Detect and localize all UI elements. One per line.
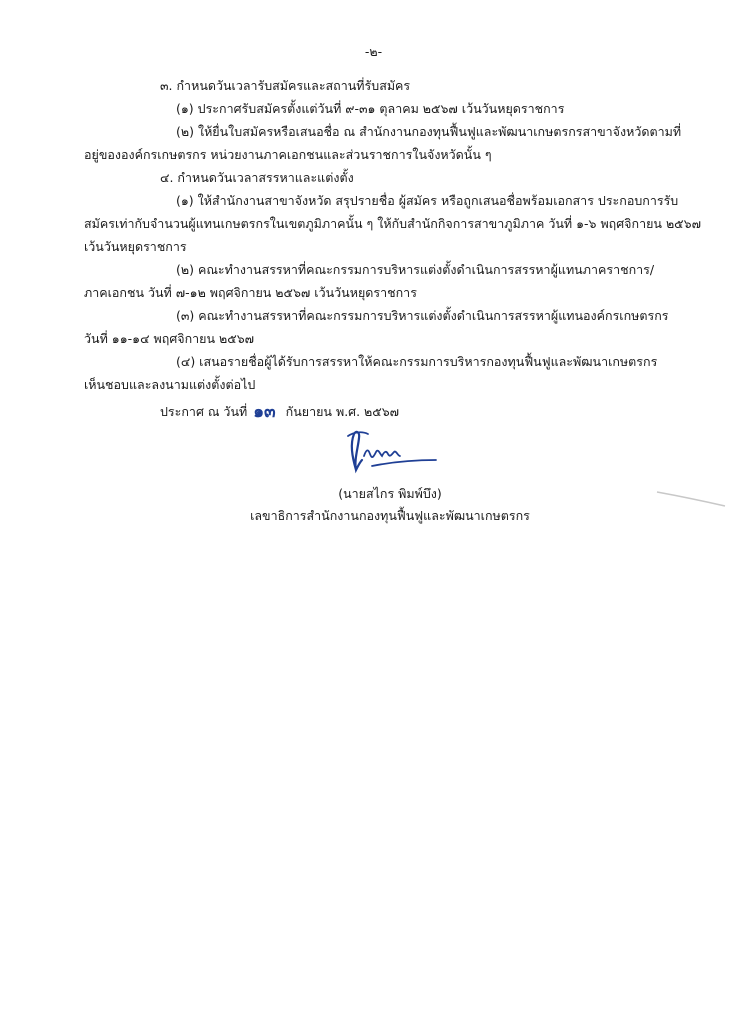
signatory-name: (นายสไกร พิมพ์บึง)	[338, 486, 442, 501]
section-4-item-4-cont: เห็นชอบและลงนามแต่งตั้งต่อไป	[84, 377, 256, 392]
section-3-heading: ๓. กำหนดวันเวลารับสมัครและสถานที่รับสมัคร	[160, 78, 411, 93]
section-4-heading: ๔. กำหนดวันเวลาสรรหาและแต่งตั้ง	[160, 170, 354, 185]
scan-mark	[655, 488, 727, 508]
section-4-item-1-cont2: เว้นวันหยุดราชการ	[84, 239, 187, 254]
signatory-position: เลขาธิการสำนักงานกองทุนฟื้นฟูและพัฒนาเกษตรกร	[250, 508, 530, 523]
section-4-item-3: (๓) คณะทำงานสรรหาที่คณะกรรมการบริหารแต่งตั้งดำเนินการสรรหาผู้แทนองค์กรเกษตรกร	[176, 308, 669, 323]
section-3-item-2-cont: อยู่ขององค์กรเกษตรกร หน่วยงานภาคเอกชนและส่วนราชการในจังหวัดนั้น ๆ	[84, 147, 492, 162]
section-4-item-1: (๑) ให้สำนักงานสาขาจังหวัด สรุปรายชื่อ ผู้สมัคร หรือถูกเสนอชื่อพร้อมเอกสาร ประกอบการรับ	[176, 193, 679, 208]
announce-date-line	[160, 404, 399, 420]
section-3-item-1: (๑) ประกาศรับสมัครตั้งแต่วันที่ ๙-๓๑ ตุลาคม ๒๕๖๗ เว้นวันหยุดราชการ	[176, 101, 565, 116]
section-4-item-3-cont: วันที่ ๑๑-๑๔ พฤศจิกายน ๒๕๖๗	[84, 331, 255, 346]
section-3-item-2: (๒) ให้ยื่นใบสมัครหรือเสนอชื่อ ณ สำนักงานกองทุนฟื้นฟูและพัฒนาเกษตรกรสาขาจังหวัดตามที่	[176, 124, 682, 139]
announce-month-year: กันยายน พ.ศ. ๒๕๖๗	[285, 404, 400, 419]
announce-day: ๑๓	[253, 402, 276, 422]
section-4-item-2-cont: ภาคเอกชน วันที่ ๗-๑๒ พฤศจิกายน ๒๕๖๗ เว้นวันหยุดราชการ	[84, 285, 417, 300]
page-number: -๒-	[364, 44, 383, 59]
section-4-item-1-cont: สมัครเท่ากับจำนวนผู้แทนเกษตรกรในเขตภูมิภาคนั้น ๆ ให้กับสำนักกิจการสาขาภูมิภาค วันที่ ๑-๖ พฤศจิกายน ๒๕๖๗	[84, 216, 701, 231]
signature-image	[334, 426, 444, 476]
section-4-item-2: (๒) คณะทำงานสรรหาที่คณะกรรมการบริหารแต่งตั้งดำเนินการสรรหาผู้แทนภาคราชการ/	[176, 262, 655, 277]
announce-prefix: ประกาศ ณ วันที่	[160, 404, 248, 419]
section-4-item-4: (๔) เสนอรายชื่อผู้ได้รับการสรรหาให้คณะกรรมการบริหารกองทุนฟื้นฟูและพัฒนาเกษตรกร	[176, 354, 658, 369]
